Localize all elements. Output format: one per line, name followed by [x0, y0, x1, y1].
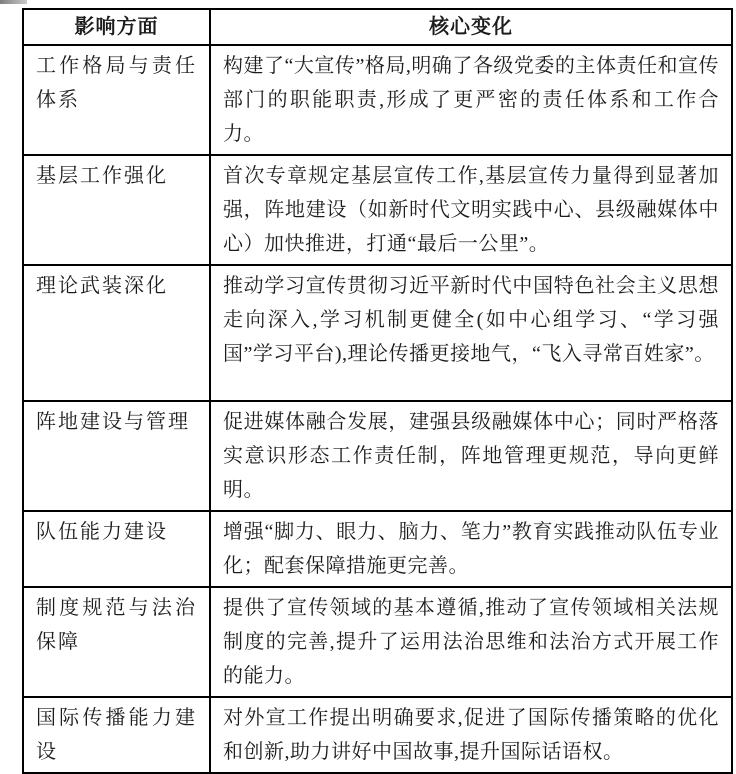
table-row [23, 697, 732, 773]
table-header-row [23, 9, 732, 45]
change-cell: 促进媒体融合发展，建强县级融媒体中心；同时严格落实意识形态工作责任制，阵地管理更规范，导向更鲜明。 [210, 401, 732, 511]
change-cell: 推动学习宣传贯彻习近平新时代中国特色社会主义思想走向深入,学习机制更健全(如中心组学习、“学习强国”学习平台),理论传播更接地气，“飞入寻常百姓家”。 [210, 265, 732, 401]
aspect-cell: 基层工作强化 [23, 155, 210, 265]
table-row [23, 155, 732, 265]
aspect-cell: 阵地建设与管理 [23, 401, 210, 511]
table-row [23, 587, 732, 697]
change-cell: 首次专章规定基层宣传工作,基层宣传力量得到显著加强，阵地建设（如新时代文明实践中心、县级融媒体中心）加快推进，打通“最后一公里”。 [210, 155, 732, 265]
table-row [23, 265, 732, 401]
aspect-cell: 工作格局与责任体系 [23, 45, 210, 155]
table-row [23, 45, 732, 155]
table-row [23, 401, 732, 511]
change-cell: 提供了宣传领域的基本遵循,推动了宣传领域相关法规制度的完善,提升了运用法治思维和法治方式开展工作的能力。 [210, 587, 732, 697]
table-row [23, 511, 732, 587]
change-cell: 对外宣工作提出明确要求,促进了国际传播策略的优化和创新,助力讲好中国故事,提升国际话语权。 [210, 697, 732, 773]
aspect-cell: 国际传播能力建设 [23, 697, 210, 773]
change-cell: 构建了“大宣传”格局,明确了各级党委的主体责任和宣传部门的职能职责,形成了更严密的责任体系和工作合力。 [210, 45, 732, 155]
col-header-aspect: 影响方面 [23, 9, 210, 45]
impact-aspects-table [22, 8, 733, 774]
scan-artifact-corner-mark [0, 0, 27, 4]
aspect-cell: 制度规范与法治保障 [23, 587, 210, 697]
aspect-cell: 队伍能力建设 [23, 511, 210, 587]
aspect-cell: 理论武装深化 [23, 265, 210, 401]
change-cell: 增强“脚力、眼力、脑力、笔力”教育实践推动队伍专业化；配套保障措施更完善。 [210, 511, 732, 587]
col-header-change: 核心变化 [210, 9, 732, 45]
